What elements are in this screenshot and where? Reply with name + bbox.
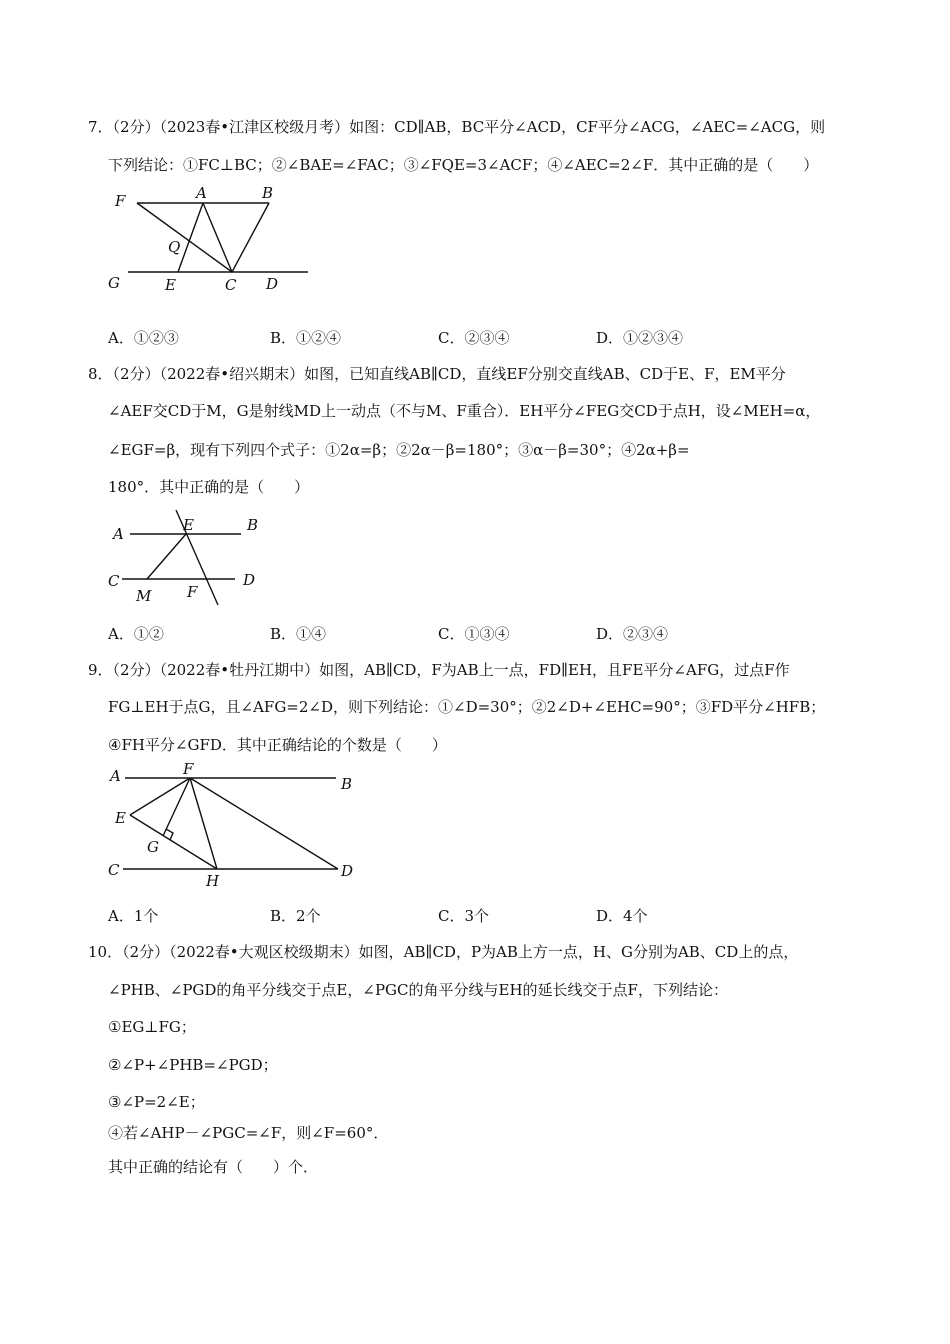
q9-option-b: B．2个 <box>270 907 321 925</box>
q9-label-a: A <box>110 767 121 785</box>
q9-label-f: F <box>183 760 194 778</box>
q7-label-q: Q <box>168 238 181 256</box>
q7-text-line1: 7．（2分）（2023春•江津区校级月考）如图：CD∥AB，BC平分∠ACD，CF平分∠ACG，∠AEC=∠ACG，则 <box>88 118 826 136</box>
q9-right-angle-mark <box>166 829 173 840</box>
q9-line-fd <box>190 778 338 869</box>
q10-conclusion-2: ②∠P+∠PHB=∠PGD； <box>108 1056 278 1074</box>
q9-label-d: D <box>341 862 354 880</box>
q10-text-line3: 其中正确的结论有（ ）个． <box>108 1158 319 1176</box>
q8-text-line1: 8．（2分）（2022春•绍兴期末）如图，已知直线AB∥CD，直线EF分别交直线AB、CD于E、F，EM平分 <box>88 365 786 383</box>
q7-line-bc <box>232 203 269 272</box>
q8-label-f: F <box>187 583 198 601</box>
q9-option-c: C．3个 <box>438 907 490 925</box>
q7-option-b: B．①②④ <box>270 329 342 347</box>
q8-label-b: B <box>247 516 259 534</box>
q8-option-d: D．②③④ <box>596 625 669 643</box>
q7-label-b: B <box>262 184 274 202</box>
q7-line-ac <box>203 203 232 272</box>
q7-text-line2: 下列结论：①FC⊥BC；②∠BAE=∠FAC；③∠FQE=3∠ACF；④∠AEC=2∠F．其中正确的是（ ） <box>108 156 819 174</box>
q7-label-f: F <box>115 192 126 210</box>
q10-text-line1: 10．（2分）（2022春•大观区校级期末）如图，AB∥CD，P为AB上方一点，H、G分别为AB、CD上的点， <box>88 943 799 961</box>
q9-label-c: C <box>108 861 120 879</box>
q7-label-e: E <box>165 276 176 294</box>
q10-text-line2: ∠PHB、∠PGD的角平分线交于点E，∠PGC的角平分线与EH的延长线交于点F，下列结论： <box>108 981 728 999</box>
q7-label-c: C <box>225 276 237 294</box>
q9-text-line1: 9．（2分）（2022春•牡丹江期中）如图，AB∥CD，F为AB上一点，FD∥EH，且FE平分∠AFG，过点F作 <box>88 661 790 679</box>
q9-label-g: G <box>147 838 159 856</box>
q9-line-fh <box>190 778 217 869</box>
q9-line-fg <box>163 778 190 836</box>
q8-option-b: B．①④ <box>270 625 327 643</box>
q10-conclusion-1: ①EG⊥FG； <box>108 1018 196 1036</box>
q9-line-eh <box>130 815 217 869</box>
q10-conclusion-4: ④若∠AHP－∠PGC=∠F，则∠F=60°． <box>108 1124 389 1142</box>
q7-label-a: A <box>196 184 207 202</box>
q8-text-line2: ∠AEF交CD于M，G是射线MD上一动点（不与M、F重合）．EH平分∠FEG交CD于点H，设∠MEH=α， <box>108 402 821 420</box>
q7-label-g: G <box>108 274 120 292</box>
q7-line-ae <box>178 203 203 272</box>
q9-text-line3: ④FH平分∠GFD．其中正确结论的个数是（ ） <box>108 736 447 754</box>
q8-text-line3: ∠EGF=β，现有下列四个式子：①2α=β；②2α－β=180°；③α－β=30°；④2α+β= <box>108 441 690 459</box>
q8-line-ef <box>176 510 218 605</box>
q8-text-line4: 180°．其中正确的是（ ） <box>108 478 310 496</box>
q7-option-d: D．①②③④ <box>596 329 684 347</box>
q7-option-a: A．①②③ <box>108 329 179 347</box>
q9-option-d: D．4个 <box>596 907 648 925</box>
q8-label-c: C <box>108 572 120 590</box>
q8-label-m: M <box>136 587 152 605</box>
q7-label-d: D <box>266 275 279 293</box>
q9-line-fe <box>130 778 190 815</box>
q10-conclusion-3: ③∠P=2∠E； <box>108 1093 205 1111</box>
q9-label-b: B <box>341 775 353 793</box>
q8-line-em <box>147 534 186 579</box>
q7-line-fc <box>137 203 232 272</box>
q8-label-a: A <box>113 525 124 543</box>
q9-label-e: E <box>115 809 126 827</box>
q8-label-e: E <box>183 516 194 534</box>
q8-option-c: C．①③④ <box>438 625 510 643</box>
q8-label-d: D <box>243 571 256 589</box>
q7-option-c: C．②③④ <box>438 329 510 347</box>
q9-text-line2: FG⊥EH于点G，且∠AFG=2∠D，则下列结论：①∠D=30°；②2∠D+∠EHC=90°；③FD平分∠HFB； <box>108 698 826 716</box>
q9-label-h: H <box>206 872 220 890</box>
q8-option-a: A．①② <box>108 625 164 643</box>
q9-option-a: A．1个 <box>108 907 159 925</box>
